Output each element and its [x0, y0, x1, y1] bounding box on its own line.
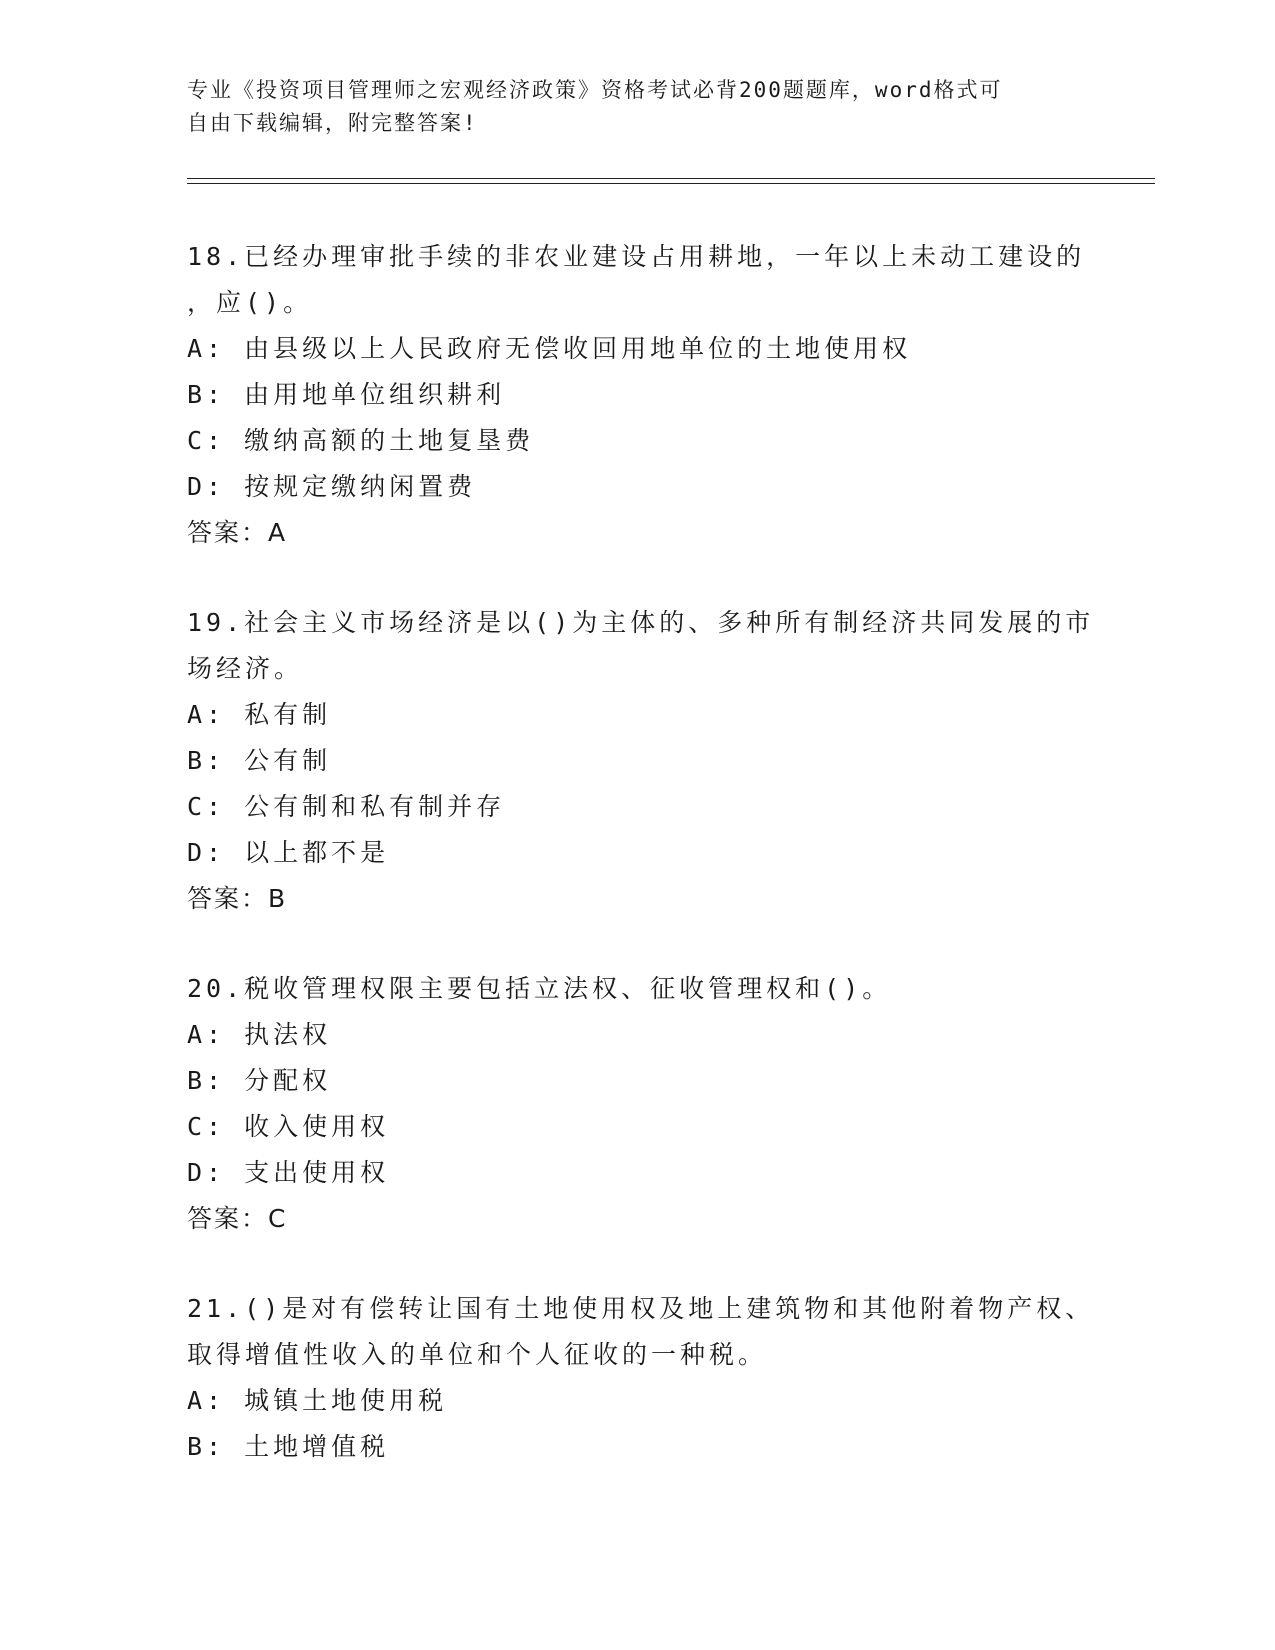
answer: 答案：B	[187, 884, 288, 913]
header-divider-top	[187, 178, 1155, 179]
option-c: C: 公有制和私有制并存	[187, 792, 506, 821]
option-a: A: 由县级以上人民政府无偿收回用地单位的土地使用权	[187, 334, 912, 363]
option-c: C: 缴纳高额的土地复垦费	[187, 426, 535, 455]
option-b: B: 公有制	[187, 746, 332, 775]
question-stem-line: 20.税收管理权限主要包括立法权、征收管理权和()。	[187, 974, 892, 1003]
question-stem-line: 取得增值性收入的单位和个人征收的一种税。	[187, 1340, 768, 1369]
question-stem-line: 场经济。	[187, 654, 304, 683]
question-stem	[187, 966, 1107, 1012]
document-header	[187, 74, 1087, 140]
option-c: C: 收入使用权	[187, 1112, 390, 1141]
question-stem-line: 19.社会主义市场经济是以()为主体的、多种所有制经济共同发展的市	[187, 608, 1095, 637]
option-d: D: 支出使用权	[187, 1158, 390, 1187]
option-a: A: 城镇土地使用税	[187, 1386, 448, 1415]
header-line-1: 专业《投资项目管理师之宏观经济政策》资格考试必背200题题库，word格式可	[187, 78, 1003, 102]
option-b: B: 土地增值税	[187, 1432, 390, 1461]
header-line-2: 自由下载编辑，附完整答案!	[187, 111, 478, 135]
question-20	[187, 966, 1107, 1242]
question-stem	[187, 1286, 1107, 1378]
option-b: B: 分配权	[187, 1066, 332, 1095]
answer: 答案：C	[187, 1204, 288, 1233]
question-stem-line: ，应()。	[187, 288, 313, 317]
question-stem	[187, 234, 1107, 326]
option-d: D: 以上都不是	[187, 838, 390, 867]
header-divider-bottom	[187, 183, 1155, 184]
question-stem-line: 21.()是对有偿转让国有土地使用权及地上建筑物和其他附着物产权、	[187, 1294, 1095, 1323]
question-stem-line: 18.已经办理审批手续的非农业建设占用耕地，一年以上未动工建设的	[187, 242, 1086, 271]
answer: 答案：A	[187, 518, 288, 547]
option-a: A: 执法权	[187, 1020, 332, 1049]
question-18	[187, 234, 1107, 556]
question-stem	[187, 600, 1107, 692]
question-21	[187, 1286, 1107, 1470]
option-a: A: 私有制	[187, 700, 332, 729]
question-19	[187, 600, 1107, 922]
option-b: B: 由用地单位组织耕利	[187, 380, 506, 409]
option-d: D: 按规定缴纳闲置费	[187, 472, 477, 501]
